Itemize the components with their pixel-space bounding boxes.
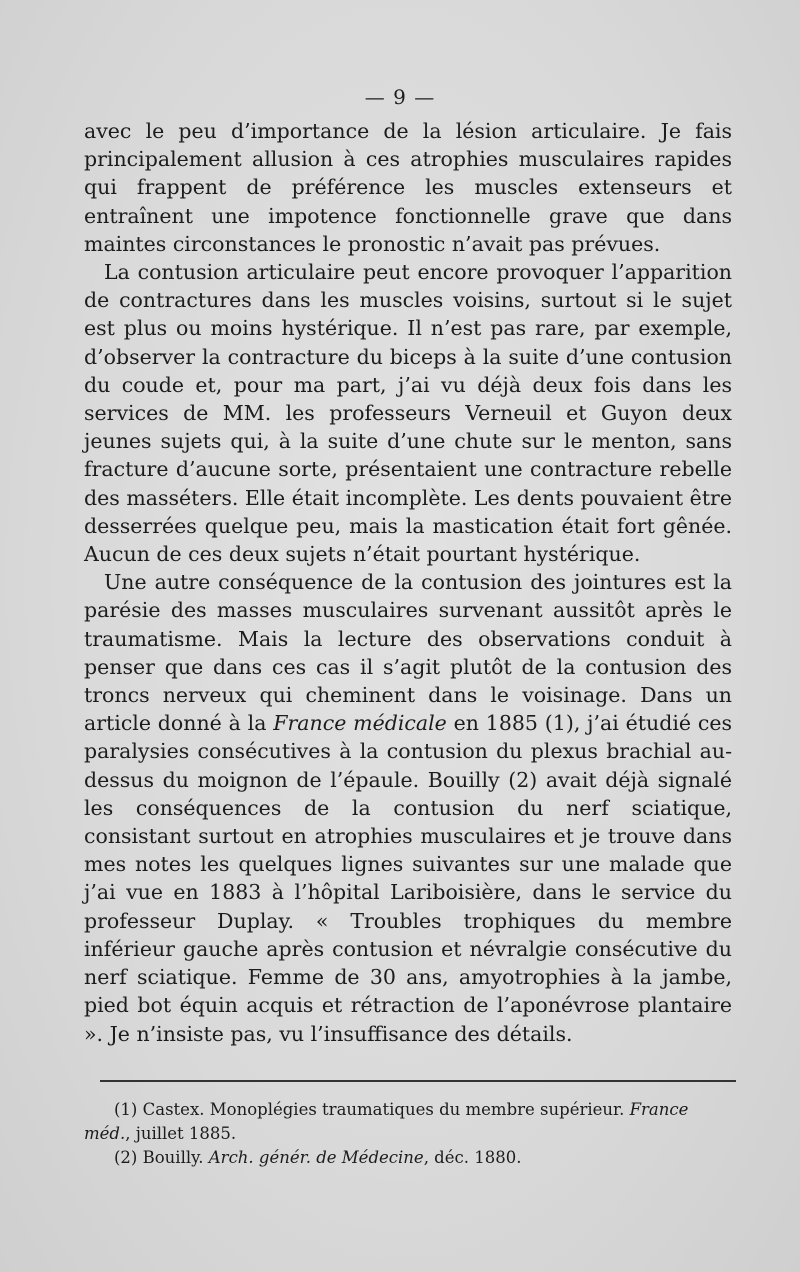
footnote-divider <box>100 1080 736 1082</box>
paragraph-2: La contusion articulaire peut encore provoquer l’apparition de contractures dans les muscles voisins, surtout si le sujet est plus ou moins hystérique. Il n’est pas rare, par exemple, d’observer la contracture du biceps à la suite d’une contusion du coude et, pour ma part, j’ai vu déjà deux fois dans les services de MM. les professeurs Verneuil et Guyon deux jeunes sujets qui, à la suite d’une chute sur le menton, sans fracture d’aucune sorte, présentaient une contracture rebelle des masséters. Elle était incomplète. Les dents pouvaient être desserrées quelque peu, mais la mastication était fort gênée. Aucun de ces deux sujets n’était pourtant hystérique. <box>84 260 732 567</box>
footnote-1-journal: France méd. <box>84 1100 689 1143</box>
paragraph-3 <box>84 568 732 1047</box>
footnotes <box>84 1098 736 1170</box>
journal-title-france-medicale: France médicale <box>273 711 447 736</box>
footnote-1-text: (1) Castex. Monoplégies traumatiques du membre supérieur. <box>114 1100 630 1119</box>
page-number: — 9 — <box>364 85 436 109</box>
body-text <box>84 117 732 1048</box>
footnote-2-text: (2) Bouilly. <box>114 1148 209 1167</box>
footnote-2-date: , déc. 1880. <box>423 1148 522 1167</box>
footnote-2 <box>84 1146 736 1170</box>
paragraph-3-part-1: Une autre conséquence de la contusion des jointures est la parésie des masses musculaires survenant aussitôt après le traumatisme. Mais la lecture des observations conduit à penser que dans ces cas il s’agit plutôt de la contusion des troncs nerveux qui cheminent dans le voisinage. Dans un article donné à la <box>84 570 732 736</box>
paragraph-3-part-2: en 1885 (1), j’ai étudié ces paralysies consécutives à la contusion du plexus brachial au-dessus du moignon de l’épaule. Bouilly (2) avait déjà signalé les conséquences de la contusion du nerf sciatique, consistant surtout en atrophies musculaires et je trouve dans mes notes les quelques lignes suivantes sur une malade que j’ai vue en 1883 à l’hôpital Lariboisière, dans le service du professeur Duplay. « Troubles trophiques du membre inférieur gauche après contusion et névralgie consécutive du nerf sciatique. Femme de 30 ans, amyotrophies à la jambe, pied bot équin acquis et rétraction de l’aponévrose plantaire ». Je n’insiste pas, vu l’insuffisance des détails. <box>84 711 732 1046</box>
footnote-1 <box>84 1098 736 1146</box>
footnote-2-journal: Arch. génér. de Médecine <box>208 1148 424 1167</box>
footnote-1-date: , juillet 1885. <box>125 1124 237 1143</box>
paragraph-1: avec le peu d’importance de la lésion articulaire. Je fais principalement allusion à ces atrophies musculaires rapides qui frappent de préférence les muscles extenseurs et entraînent une impotence fonctionnelle grave que dans maintes circonstances le pronostic n’avait pas prévues. <box>84 119 732 256</box>
